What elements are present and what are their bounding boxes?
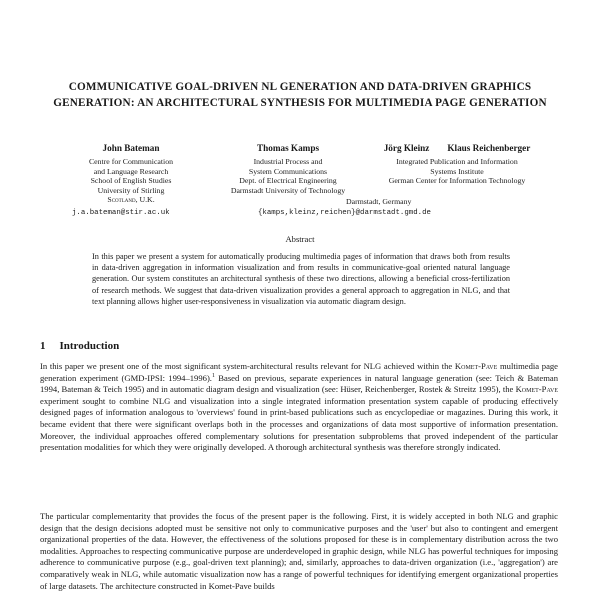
body-paragraph	[40, 361, 558, 454]
author-kamps	[198, 142, 378, 195]
author-name: Klaus Reichenberger	[447, 143, 531, 153]
affiliation-line: System Communications	[248, 166, 328, 176]
email-bateman: j.a.bateman@stir.ac.uk	[72, 209, 170, 217]
author-name: John Bateman	[102, 143, 160, 153]
text-run: experiment sought to combine NLG and visualization into a single integrated information presentation system capable of producing effectively designed pages of information analogous to 'overviews' found in print-based publications such as encyclopediae or magazines. During this work, it became evident that there were significant overlaps both in the processes and organizations of data most supportive of information presentation. Moreover, the individual approaches offered complementary solutions for presentation subproblems that proved independent of the particular presentation modalities for which they were originally developed. A thorough architectural synthesis was therefore strongly indicated.	[40, 395, 558, 453]
body-paragraph: The particular complementarity that provides the focus of the present paper is the following. First, it is widely accepted in both NLG and graphic design that the design decisions adopted must be sensitive not only to communicative purposes and the 'user' but also to contingent and emergent organizational properties of the data. However, the effectiveness of the solutions proposed for these is in complementary distribution across the two modalities. Approaches to respecting communicative purpose are underdeveloped in graphic design, while NLG has powerful techniques for imposing adherence to communicative purpose (e.g., goal-driven text planning); and, similarly, approaches to data-driven organization (i.e., 'aggregation') are comparatively weak in NLG, while automatic visualization now has a range of powerful techniques for identifying emergent organizational properties of large datasets. The architecture constructed in Komet-Pave builds	[40, 511, 558, 591]
affiliation-line: Integrated Publication and Information	[396, 157, 518, 166]
text-run: Based on previous, separate experiences in natural language generation (see: Teich & Bateman 1994, Bateman & Teich 1995) and in automatic diagram design and visualization (see: Hüser, Reichenberger, Rostek & Streitz 1995), the	[40, 372, 559, 395]
abstract-heading: Abstract	[285, 234, 315, 244]
affiliation-line: Centre for Communication	[88, 157, 173, 166]
affiliation-line: German Center for Information Technology	[388, 176, 526, 186]
abstract-text: In this paper we present a system for automatically producing multimedia pages of information that draws both from results in data-driven aggregation in information visualization and from results in communicative-goal oriented natural language generation. Our system constitutes an architectural synthesis of these two directions, allowing a beneficial cross-fertilization of research methods. We suggest that data-driven visualization provides a general approach to aggregation in NLG, and that text planning allows higher user-responsiveness in visualization via automatic diagram design.	[92, 252, 510, 306]
section-title: Introduction	[59, 340, 120, 352]
affiliation-line: University of Stirling	[97, 185, 165, 195]
location-line: Darmstadt, Germany	[346, 197, 412, 206]
author-bateman	[56, 142, 206, 205]
affiliation-line: Systems Institute	[430, 166, 484, 176]
text-run: multimedia page generation experiment (GMD-IPSI: 1994–1996).	[40, 361, 558, 383]
section-number: 1	[40, 340, 46, 352]
system-name: Komet-Pave	[454, 361, 498, 371]
affiliation-line: Industrial Process and	[253, 157, 323, 166]
affiliation-line: School of English Studies	[90, 176, 172, 186]
affiliation-line: Darmstadt University of Technology	[230, 185, 346, 195]
affiliation-line: and Language Research	[93, 166, 169, 176]
paper-title: COMMUNICATIVE GOAL-DRIVEN NL GENERATION AND DATA-DRIVEN GRAPHICS GENERATION: AN ARCHITECTURAL SYNTHESIS FOR MULTIMEDIA PAGE GENERATION	[53, 81, 547, 109]
author-name: Thomas Kamps	[256, 143, 320, 153]
author-name: Jörg Kleinz	[383, 143, 430, 153]
affiliation-line: Scotland, U.K.	[107, 195, 155, 205]
section-heading	[40, 340, 119, 352]
email-group: {kamps,kleinz,reichen}@darmstadt.gmd.de	[258, 209, 431, 217]
text-run: In this paper we present one of the most significant system-architectural results relevant for NLG achieved within the	[40, 361, 455, 371]
footnote-marker: 1	[211, 372, 215, 379]
system-name: Komet-Pave	[515, 384, 558, 395]
affiliation-line: Dept. of Electrical Engineering	[239, 176, 337, 186]
author-kleinz-reichenberger	[352, 142, 562, 186]
